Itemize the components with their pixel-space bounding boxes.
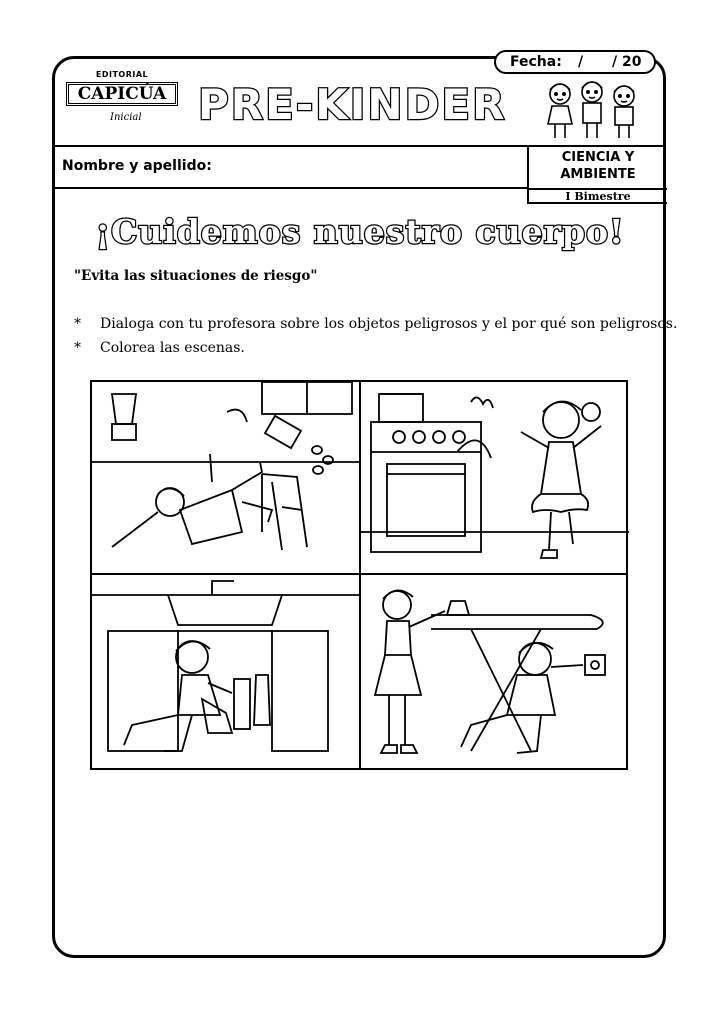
level-title: PRE-KINDER [198, 80, 507, 129]
date-slash-2: / 20 [612, 54, 642, 70]
scene-cleaning-products [92, 575, 360, 769]
instruction-item [74, 340, 245, 356]
bullet-star: * [74, 316, 81, 332]
publisher-name: CAPICÚA [66, 82, 178, 106]
subject-line-2: AMBIENTE [560, 167, 636, 182]
instruction-text: Colorea las escenas. [100, 340, 245, 356]
scene-falling-chair [92, 382, 360, 576]
worksheet-subtitle: "Evita las situaciones de riesgo" [74, 268, 318, 284]
publisher-logo [64, 68, 180, 132]
subject-box [527, 146, 667, 188]
date-slash-1: / [578, 54, 584, 70]
scene-iron-and-outlet [361, 575, 629, 769]
publisher-sub: Inicial [110, 112, 142, 123]
name-row-divider [52, 187, 529, 189]
instruction-item [74, 316, 677, 332]
subject-line-1: CIENCIA Y [561, 150, 635, 165]
worksheet-title: ¡Cuidemos nuestro cuerpo! [95, 212, 625, 251]
name-field-label: Nombre y apellido: [62, 158, 212, 174]
date-label: Fecha: [510, 54, 562, 70]
scene-hot-stove [361, 382, 629, 576]
date-box [494, 50, 656, 74]
scenes-grid [90, 380, 628, 770]
term-label: I Bimestre [527, 188, 667, 204]
bullet-star: * [74, 340, 81, 356]
instruction-text: Dialoga con tu profesora sobre los objetos peligrosos y el por qué son peligrosos. [100, 316, 678, 332]
children-illustration [544, 78, 640, 142]
publisher-small-label: EDITORIAL [95, 70, 149, 79]
